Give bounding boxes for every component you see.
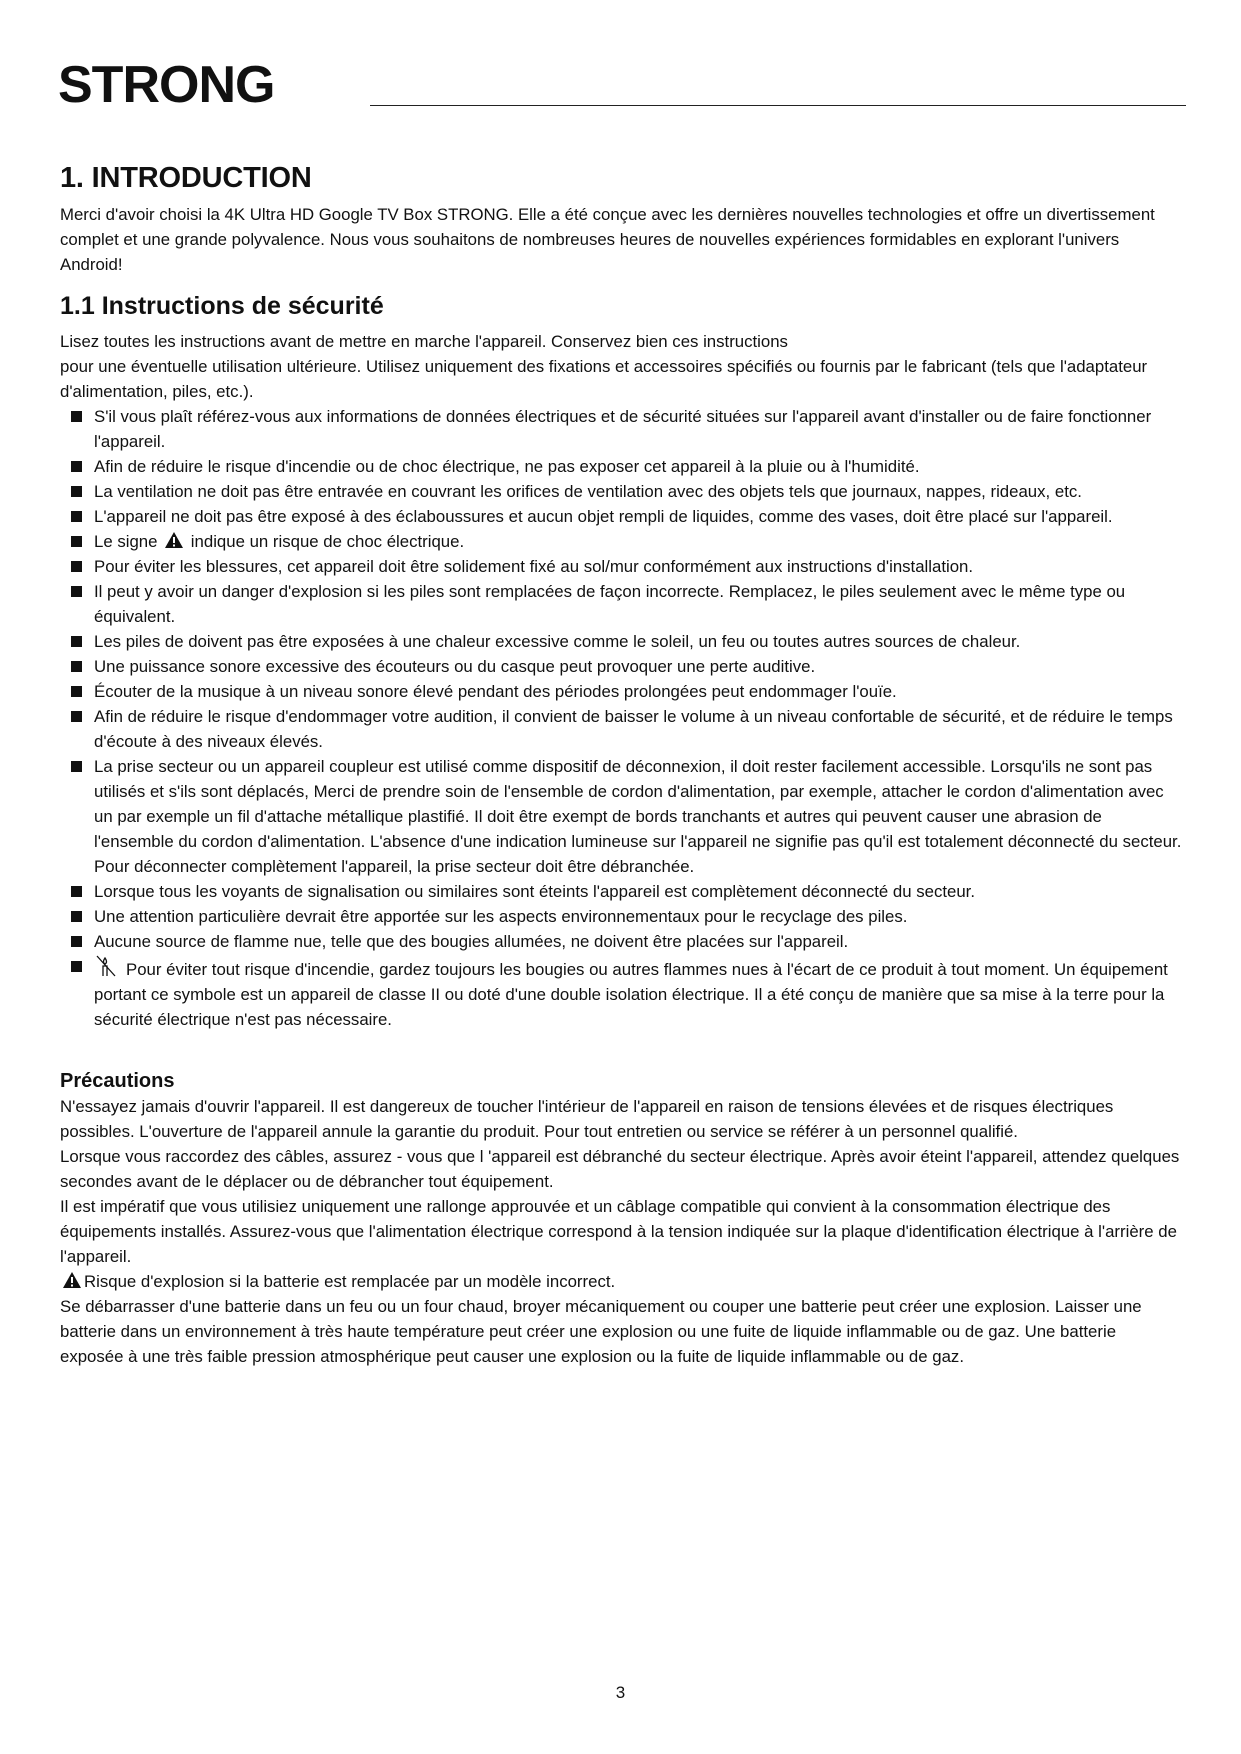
precautions-p4: Se débarrasser d'une batterie dans un feu ou un four chaud, broyer mécaniquement ou couper une batterie peut créer une explosion. Laisser une batterie dans un environnement à très haute température peut créer une explosion ou une fuite de liquide inflammable ou de gaz. Une batterie exposée à une très faible pression atmosphérique peut causer une explosion ou la fuite de liquide inflammable ou de gaz.	[60, 1297, 1142, 1366]
sign-item-before: Le signe	[94, 532, 158, 551]
list-item: S'il vous plaît référez-vous aux informations de données électriques et de sécurité situées sur l'appareil avant d'installer ou de faire fonctionner l'appareil.	[60, 404, 1184, 454]
candle-item-text: Pour éviter tout risque d'incendie, gardez toujours les bougies ou autres flammes nues à l'écart de ce produit à tout moment. Un équipement portant ce symbole est un appareil de classe II ou doté d'une double isolation électrique. Il a été conçu de manière que sa mise à la terre pour la sécurité électrique n'est pas nécessaire.	[94, 960, 1168, 1029]
safety-lead-2: pour une éventuelle utilisation ultérieure. Utilisez uniquement des fixations et accessoires spécifiés ou fournis par le fabricant (tels que l'adaptateur d'alimentation, piles, etc.).	[60, 357, 1148, 401]
list-item: Aucune source de flamme nue, telle que des bougies allumées, ne doivent être placées sur l'appareil.	[60, 929, 1184, 954]
page-content	[60, 160, 1184, 1369]
candle-flame-icon	[94, 954, 118, 978]
list-item: Afin de réduire le risque d'endommager votre audition, il convient de baisser le volume à un niveau confortable de sécurité, et de réduire le temps d'écoute à des niveaux élevés.	[60, 704, 1184, 754]
list-item: Afin de réduire le risque d'incendie ou de choc électrique, ne pas exposer cet appareil à la pluie ou à l'humidité.	[60, 454, 1184, 479]
list-item-sign	[60, 529, 1184, 554]
list-item-candle	[60, 954, 1184, 1032]
page-number: 3	[615, 1683, 626, 1702]
list-item: Pour éviter les blessures, cet appareil doit être solidement fixé au sol/mur conformément aux instructions d'installation.	[60, 554, 1184, 579]
svg-text:STRONG: STRONG	[58, 60, 275, 110]
precautions-warning	[60, 1269, 1184, 1294]
strong-logo	[58, 60, 320, 110]
header-rule	[370, 105, 1186, 106]
warning-triangle-icon	[62, 1271, 82, 1289]
page-header	[0, 0, 1241, 120]
list-item: Une attention particulière devrait être apportée sur les aspects environnementaux pour le recyclage des piles.	[60, 904, 1184, 929]
list-item: La ventilation ne doit pas être entravée en couvrant les orifices de ventilation avec des objets tels que journaux, nappes, rideaux, etc.	[60, 479, 1184, 504]
precautions-p2: Lorsque vous raccordez des câbles, assurez - vous que l 'appareil est débranché du secteur électrique. Après avoir éteint l'appareil, attendez quelques secondes avant de le déplacer ou de débrancher tout équipement.	[60, 1147, 1180, 1191]
precautions-p3: Il est impératif que vous utilisiez uniquement une rallonge approuvée et un câblage compatible qui convient à la consommation électrique des équipements installés. Assurez-vous que l'alimentation électrique correspond à la tension indiquée sur la plaque d'identification électrique à l'arrière de l'appareil.	[60, 1197, 1177, 1266]
intro-body: Merci d'avoir choisi la 4K Ultra HD Google TV Box STRONG. Elle a été conçue avec les dernières nouvelles technologies et offre un divertissement complet et une grande polyvalence. Nous vous souhaitons de nombreuses heures de nouvelles expériences formidables en explorant l'univers Android!	[60, 205, 1155, 274]
sign-item-after: indique un risque de choc électrique.	[190, 532, 465, 551]
precautions-title: Précautions	[60, 1070, 175, 1092]
list-item: Une puissance sonore excessive des écouteurs ou du casque peut provoquer une perte auditive.	[60, 654, 1184, 679]
warning-triangle-icon	[164, 531, 184, 549]
intro-title: 1. INTRODUCTION	[60, 162, 312, 194]
safety-lead-1: Lisez toutes les instructions avant de mettre en marche l'appareil. Conservez bien ces instructions	[60, 332, 788, 351]
list-item: Lorsque tous les voyants de signalisation ou similaires sont éteints l'appareil est complètement déconnecté du secteur.	[60, 879, 1184, 904]
list-item: La prise secteur ou un appareil coupleur est utilisé comme dispositif de déconnexion, il doit rester facilement accessible. Lorsqu'ils ne sont pas utilisés et s'ils sont déplacés, Merci de prendre soin de l'ensemble de cordon d'alimentation, par exemple, attacher le cordon d'alimentation avec un par exemple un fil d'attache métallique plastifié. Il doit être exempt de bords tranchants et autres qui peuvent causer une abrasion de l'ensemble du cordon d'alimentation. L'absence d'une indication lumineuse sur l'appareil ne signifie pas qu'il est totalement déconnecté du secteur. Pour déconnecter complètement l'appareil, la prise secteur doit être débranchée.	[60, 754, 1184, 879]
precautions-warning-text: Risque d'explosion si la batterie est remplacée par un modèle incorrect.	[84, 1272, 616, 1291]
list-item: Écouter de la musique à un niveau sonore élevé pendant des périodes prolongées peut endommager l'ouïe.	[60, 679, 1184, 704]
safety-title: 1.1 Instructions de sécurité	[60, 292, 384, 320]
list-item: Les piles de doivent pas être exposées à une chaleur excessive comme le soleil, un feu ou toutes autres sources de chaleur.	[60, 629, 1184, 654]
list-item: Il peut y avoir un danger d'explosion si les piles sont remplacées de façon incorrecte. Remplacez, le piles seulement avec le même type ou équivalent.	[60, 579, 1184, 629]
precautions-p1: N'essayez jamais d'ouvrir l'appareil. Il est dangereux de toucher l'intérieur de l'appareil en raison de tensions élevées et de risques électriques possibles. L'ouverture de l'appareil annule la garantie du produit. Pour tout entretien ou service se référer à un personnel qualifié.	[60, 1097, 1114, 1141]
list-item: L'appareil ne doit pas être exposé à des éclaboussures et aucun objet rempli de liquides, comme des vases, doit être placé sur l'appareil.	[60, 504, 1184, 529]
safety-list	[60, 404, 1184, 1032]
